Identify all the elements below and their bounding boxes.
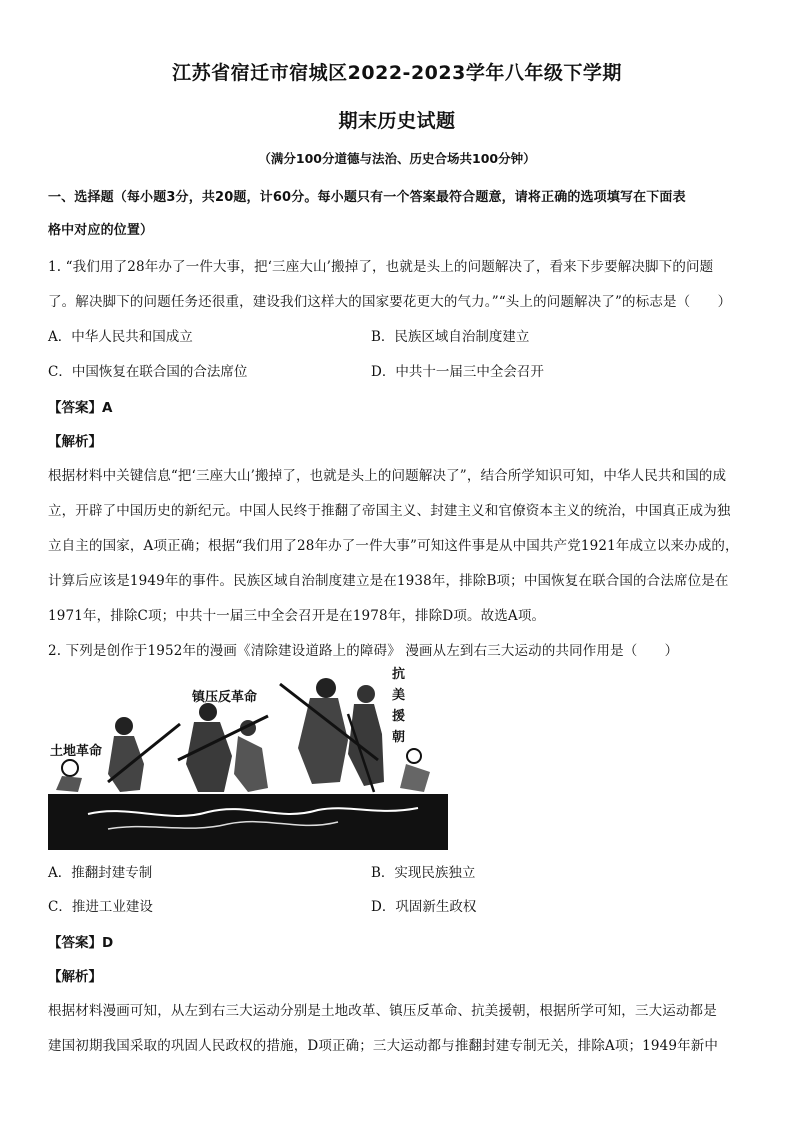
q1-analysis-line: 立自主的国家，A项正确；根据“我们用了28年办了一件大事”可知这件事是从中国共产党1921年成立以来办成的， bbox=[48, 538, 739, 554]
cartoon-label-suppression: 镇压反革命 bbox=[192, 690, 258, 705]
q1-option-a: A．中华人民共和国成立 bbox=[48, 329, 193, 345]
q2-analysis-label: 【解析】 bbox=[48, 969, 102, 985]
q2-option-d: D．巩固新生政权 bbox=[371, 899, 477, 915]
q1-analysis-line: 1971年，排除C项；中共十一届三中全会召开是在1978年，排除D项。故选A项。 bbox=[48, 608, 546, 624]
q1-option-b: B．民族区域自治制度建立 bbox=[371, 329, 530, 345]
q1-analysis-line: 立，开辟了中国历史的新纪元。中国人民终于推翻了帝国主义、封建主义和官僚资本主义的统治，中国真正成为独 bbox=[48, 503, 731, 519]
cartoon-image bbox=[48, 664, 448, 850]
page-title-line2: 期末历史试题 bbox=[338, 110, 456, 132]
cartoon-char: 抗 bbox=[392, 667, 406, 682]
cartoon-char: 朝 bbox=[392, 730, 406, 745]
q2-option-c: C．推进工业建设 bbox=[48, 899, 153, 915]
section-heading-cont: 格中对应的位置） bbox=[48, 223, 154, 238]
q2-analysis-line: 建国初期我国采取的巩固人民政权的措施，D项正确；三大运动都与推翻封建专制无关，排除A项；1949年新中 bbox=[48, 1038, 719, 1054]
q2-option-b: B．实现民族独立 bbox=[371, 865, 476, 881]
section-heading: 一、选择题（每小题3分，共20题，计60分。每小题只有一个答案最符合题意，请将正确的选项填写在下面表 bbox=[48, 190, 686, 205]
q1-analysis-line: 根据材料中关键信息“把‘三座大山’搬掉了，也就是头上的问题解决了”，结合所学知识可知，中华人民共和国的成 bbox=[48, 468, 727, 484]
q1-answer: 【答案】A bbox=[48, 400, 113, 416]
cartoon-label-resist-us bbox=[392, 664, 406, 748]
exam-subtitle: （满分100分道德与法治、历史合场共100分钟） bbox=[258, 151, 536, 166]
question-1-stem-cont: 了。解决脚下的问题任务还很重，建设我们这样大的国家要花更大的气力。”“头上的问题解决了”的标志是（ ） bbox=[48, 294, 732, 310]
q1-analysis-label: 【解析】 bbox=[48, 434, 102, 450]
q1-option-d: D．中共十一届三中全会召开 bbox=[371, 364, 544, 380]
page-title-line1: 江苏省宿迁市宿城区2022-2023学年八年级下学期 bbox=[172, 62, 622, 84]
question-2-stem: 2. 下列是创作于1952年的漫画《清除建设道路上的障碍》 漫画从左到右三大运动的共同作用是（ ） bbox=[48, 643, 679, 659]
cartoon-char: 美 bbox=[392, 688, 406, 703]
q2-option-a: A．推翻封建专制 bbox=[48, 865, 153, 881]
cartoon-label-land-reform: 土地革命 bbox=[50, 744, 103, 759]
cartoon-char: 援 bbox=[392, 709, 406, 724]
q2-answer: 【答案】D bbox=[48, 935, 114, 951]
q1-option-c: C．中国恢复在联合国的合法席位 bbox=[48, 364, 248, 380]
q2-analysis-line: 根据材料漫画可知，从左到右三大运动分别是土地改革、镇压反革命、抗美援朝，根据所学可知，三大运动都是 bbox=[48, 1003, 717, 1019]
question-1-stem: 1. “我们用了28年办了一件大事，把‘三座大山’搬掉了，也就是头上的问题解决了，看来下步要解决脚下的问题 bbox=[48, 259, 714, 275]
q1-analysis-line: 计算后应该是1949年的事件。民族区域自治制度建立是在1938年，排除B项；中国恢复在联合国的合法席位是在 bbox=[48, 573, 729, 589]
